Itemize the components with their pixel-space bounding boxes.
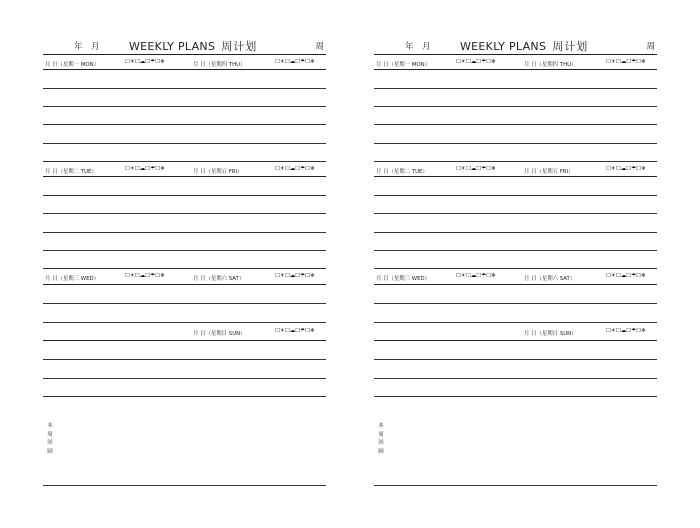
weather-icons: ☐☀☐☁☐☂☐❄ (606, 328, 646, 334)
writing-line (374, 378, 657, 379)
weekly-review-label: 本 周 回 顾 (47, 423, 53, 455)
writing-line (43, 143, 326, 144)
month-label: 月 (91, 42, 100, 52)
weather-icons: ☐☀☐☁☐☂☐❄ (275, 59, 315, 65)
day-divider (374, 69, 657, 70)
day-header-sat: 月 日（星期六 SAT） (524, 276, 576, 282)
day-header-wed: 月 日（星期三 WED） (376, 276, 431, 282)
day-header-mon: 月 日（星期一 MON） (45, 62, 100, 68)
writing-line (374, 161, 657, 162)
weather-icons: ☐☀☐☁☐☂☐❄ (275, 328, 315, 334)
writing-line (374, 322, 657, 323)
weather-icons: ☐☀☐☁☐☂☐❄ (125, 166, 165, 172)
week-label: 周 (315, 42, 324, 52)
header-divider (43, 54, 326, 55)
writing-line (43, 88, 326, 89)
day-header-mon: 月 日（星期一 MON） (376, 62, 431, 68)
year-label: 年 (74, 42, 83, 52)
writing-line (43, 232, 326, 233)
day-divider (43, 176, 326, 177)
writing-line (43, 359, 326, 360)
writing-line (374, 232, 657, 233)
day-header-thu: 月 日（星期四 THU） (193, 62, 246, 68)
review-bottom-line (43, 485, 326, 486)
writing-line (374, 143, 657, 144)
writing-line (43, 378, 326, 379)
writing-line (43, 124, 326, 125)
writing-line (43, 396, 326, 397)
weekly-review-label: 本 周 回 顾 (378, 423, 384, 455)
day-header-thu: 月 日（星期四 THU） (524, 62, 577, 68)
writing-line (43, 303, 326, 304)
weekly-plan-page (374, 0, 657, 528)
weather-icons: ☐☀☐☁☐☂☐❄ (456, 59, 496, 65)
week-label: 周 (646, 42, 655, 52)
writing-line (43, 213, 326, 214)
writing-line (374, 106, 657, 107)
writing-line (43, 268, 326, 269)
day-header-sun: 月 日（星期日 SUN） (524, 331, 577, 337)
writing-line (43, 161, 326, 162)
day-header-sun: 月 日（星期日 SUN） (193, 331, 246, 337)
writing-line (374, 250, 657, 251)
weather-icons: ☐☀☐☁☐☂☐❄ (456, 166, 496, 172)
day-divider (43, 284, 326, 285)
weather-icons: ☐☀☐☁☐☂☐❄ (275, 273, 315, 279)
day-header-tue: 月 日（星期二 TUE） (45, 169, 97, 175)
weather-icons: ☐☀☐☁☐☂☐❄ (275, 166, 315, 172)
weekly-plan-page (43, 0, 326, 528)
page-title: WEEKLY PLANS 周计划 (129, 40, 258, 53)
weather-icons: ☐☀☐☁☐☂☐❄ (456, 273, 496, 279)
writing-line (374, 303, 657, 304)
day-divider (374, 176, 657, 177)
day-header-wed: 月 日（星期三 WED） (45, 276, 100, 282)
weather-icons: ☐☀☐☁☐☂☐❄ (606, 273, 646, 279)
writing-line (374, 195, 657, 196)
weather-icons: ☐☀☐☁☐☂☐❄ (606, 59, 646, 65)
day-divider (43, 340, 326, 341)
weather-icons: ☐☀☐☁☐☂☐❄ (125, 59, 165, 65)
page-title: WEEKLY PLANS 周计划 (460, 40, 589, 53)
day-divider (374, 284, 657, 285)
day-header-tue: 月 日（星期二 TUE） (376, 169, 428, 175)
year-label: 年 (405, 42, 414, 52)
day-header-sat: 月 日（星期六 SAT） (193, 276, 245, 282)
writing-line (374, 359, 657, 360)
day-divider (43, 69, 326, 70)
writing-line (43, 106, 326, 107)
header-divider (374, 54, 657, 55)
weather-icons: ☐☀☐☁☐☂☐❄ (606, 166, 646, 172)
day-divider (374, 340, 657, 341)
day-header-fri: 月 日（星期五 FRI） (193, 169, 243, 175)
writing-line (374, 396, 657, 397)
writing-line (374, 213, 657, 214)
writing-line (374, 268, 657, 269)
writing-line (43, 250, 326, 251)
writing-line (43, 322, 326, 323)
month-label: 月 (422, 42, 431, 52)
weather-icons: ☐☀☐☁☐☂☐❄ (125, 273, 165, 279)
day-header-fri: 月 日（星期五 FRI） (524, 169, 574, 175)
writing-line (43, 195, 326, 196)
writing-line (374, 88, 657, 89)
writing-line (374, 124, 657, 125)
review-bottom-line (374, 485, 657, 486)
